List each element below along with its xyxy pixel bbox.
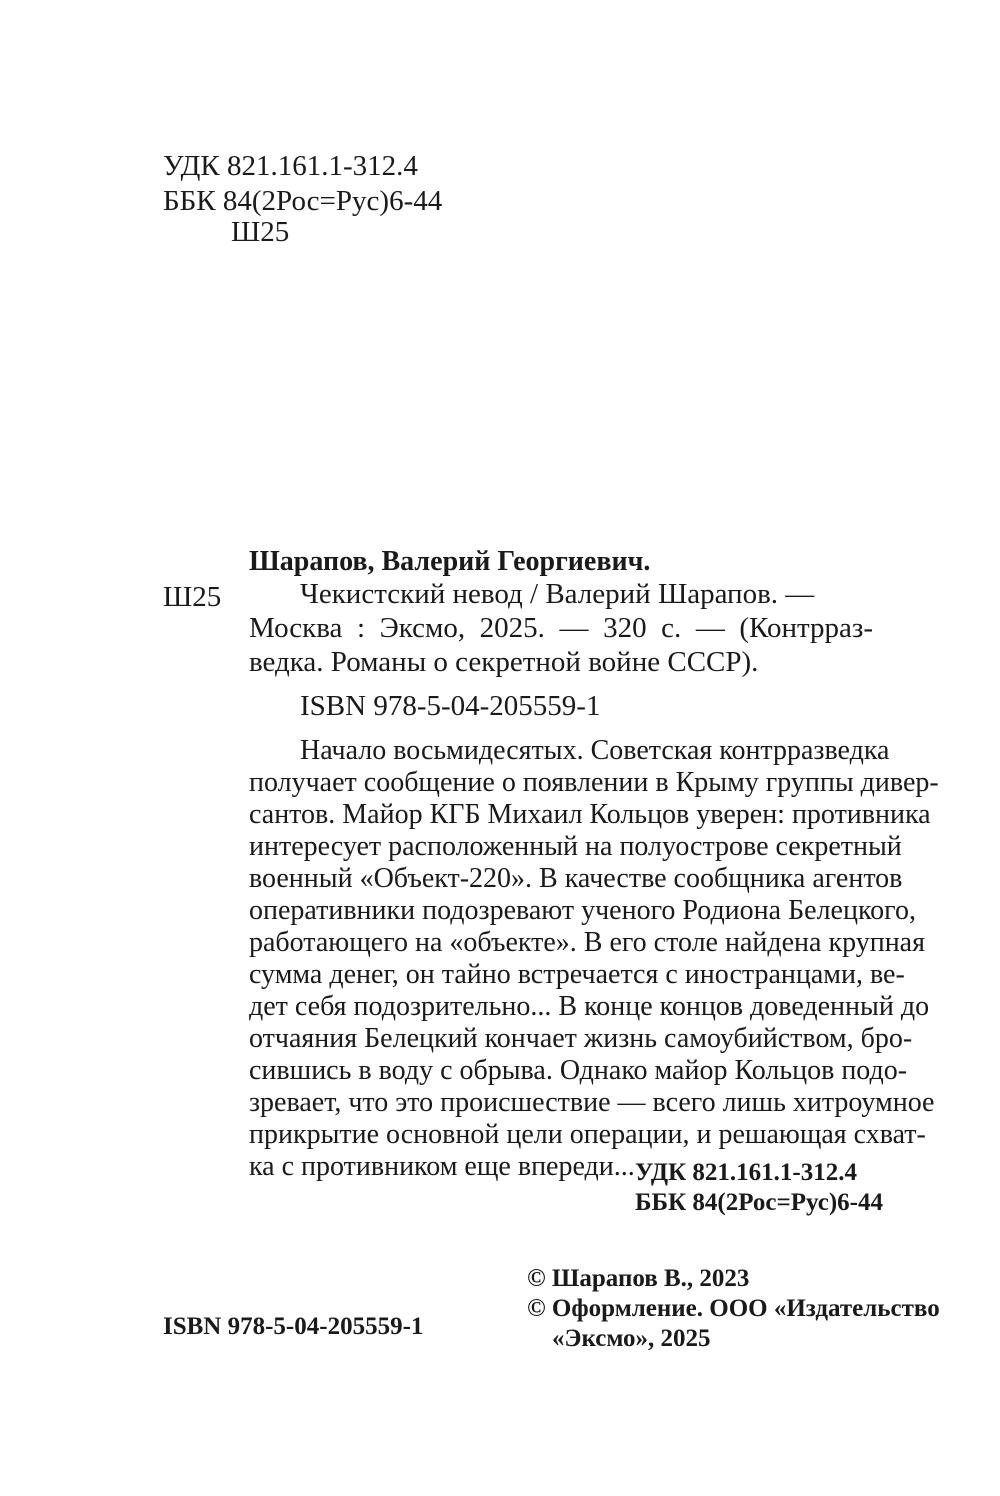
author-heading: Шарапов, Валерий Георгиевич.	[249, 546, 651, 577]
footer-isbn: ISBN 978-5-04-205559-1	[163, 1313, 424, 1340]
annotation-line: дет себя подозрительно... В конце концов доведенный до	[249, 991, 930, 1022]
copyright-publisher: «Эксмо», 2025	[552, 1325, 711, 1352]
annotation-line: сумма денег, он тайно встречается с иностранцами, ве-	[249, 959, 905, 990]
annotation-line: сантов. Майор КГБ Михаил Кольцов уверен: противника	[249, 799, 931, 830]
annotation-line: военный «Объект-220». В качестве сообщника агентов	[249, 863, 903, 894]
header-bbk: ББК 84(2Рос=Рус)6-44	[163, 185, 443, 217]
header-author-sign: Ш25	[231, 216, 290, 248]
annotation-line: сившись в воду с обрыва. Однако майор Кольцов подо-	[249, 1055, 908, 1086]
bib-author-sign: Ш25	[163, 581, 222, 613]
footer-udk: УДК 821.161.1-312.4	[635, 1159, 857, 1186]
annotation-line: интересует расположенный на полуострове секретный	[249, 831, 902, 862]
bib-description-line: ведка. Романы о секретной войне СССР).	[249, 646, 759, 678]
annotation-line: зревает, что это происшествие — всего лишь хитроумное	[249, 1087, 935, 1118]
copyright-design: © Оформление. ООО «Издательство	[527, 1295, 940, 1322]
annotation-line: Начало восьмидесятых. Советская контрразведка	[300, 735, 890, 766]
annotation-line: прикрытие основной цели операции, и решающая схват-	[249, 1119, 926, 1150]
header-udk: УДК 821.161.1-312.4	[163, 150, 418, 182]
bib-isbn: ISBN 978-5-04-205559-1	[300, 690, 601, 722]
bib-description-line: Москва : Эксмо, 2025. — 320 с. — (Контрраз-	[249, 612, 873, 644]
annotation-line: оперативники подозревают ученого Родиона Белецкого,	[249, 895, 916, 926]
annotation-line: работающего на «объекте». В его столе найдена крупная	[249, 927, 925, 958]
annotation-line: отчаяния Белецкий кончает жизнь самоубийством, бро-	[249, 1023, 913, 1054]
annotation-line: получает сообщение о появлении в Крыму группы дивер-	[249, 767, 939, 798]
annotation-line: ка с противником еще впереди...	[249, 1151, 635, 1182]
footer-bbk: ББК 84(2Рос=Рус)6-44	[635, 1189, 883, 1216]
copyright-author: © Шарапов В., 2023	[527, 1265, 750, 1292]
bib-description-line: Чекистский невод / Валерий Шарапов. —	[300, 578, 815, 610]
